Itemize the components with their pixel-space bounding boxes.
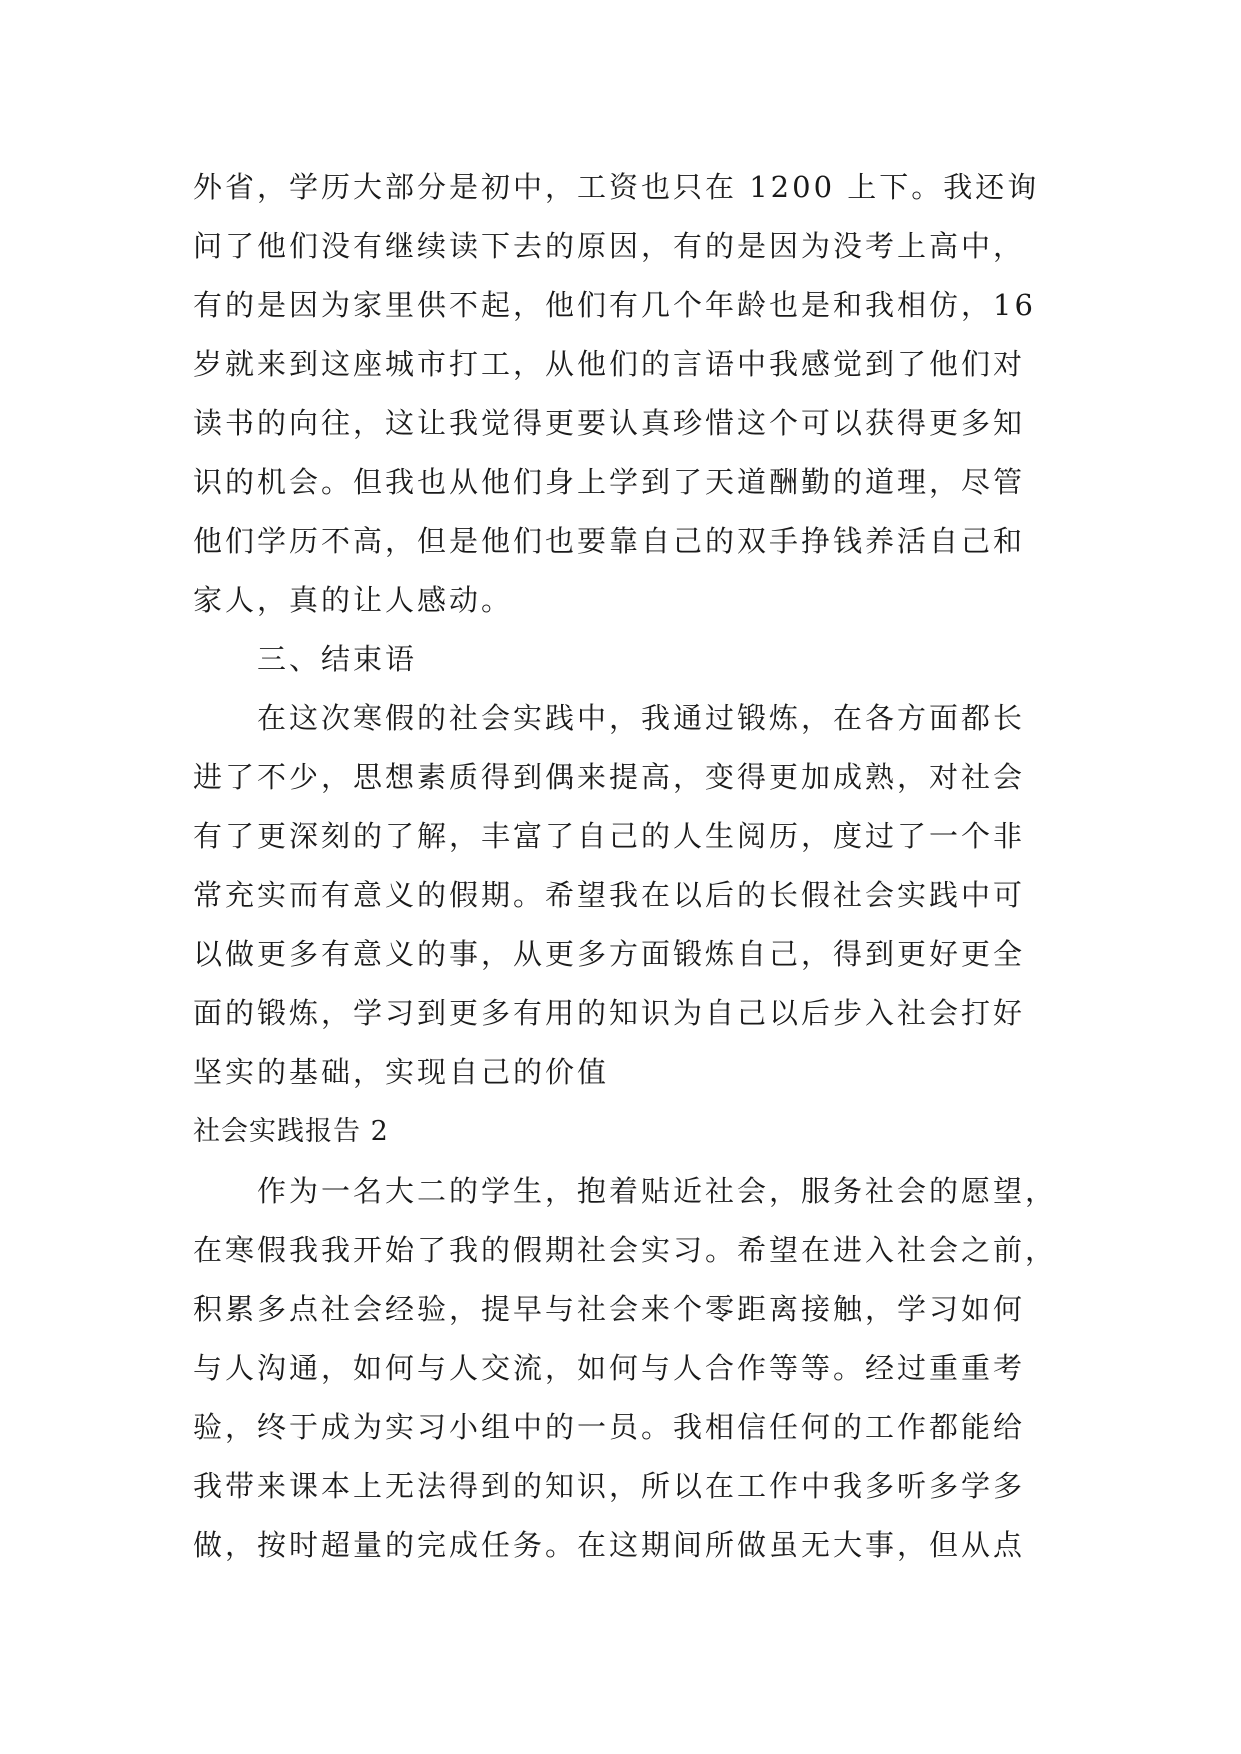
paragraph-line: 识的机会。但我也从他们身上学到了天道酬勤的道理，尽管 <box>193 465 1026 499</box>
paragraph-line: 验，终于成为实习小组中的一员。我相信任何的工作都能给 <box>193 1410 1026 1444</box>
paragraph-line: 以做更多有意义的事，从更多方面锻炼自己，得到更好更全 <box>193 937 1026 971</box>
paragraph-line: 面的锻炼，学习到更多有用的知识为自己以后步入社会打好 <box>193 996 1026 1030</box>
paragraph-line: 读书的向往，这让我觉得更要认真珍惜这个可以获得更多知 <box>193 406 1026 440</box>
paragraph-line: 积累多点社会经验，提早与社会来个零距离接触，学习如何 <box>193 1292 1026 1326</box>
paragraph-line: 进了不少，思想素质得到偶来提高，变得更加成熟，对社会 <box>193 760 1026 794</box>
paragraph-line: 与人沟通，如何与人交流，如何与人合作等等。经过重重考 <box>193 1351 1026 1385</box>
report-title: 社会实践报告 2 <box>193 1116 389 1147</box>
paragraph-line: 作为一名大二的学生，抱着贴近社会，服务社会的愿望， <box>193 1174 1058 1208</box>
paragraph-line: 问了他们没有继续读下去的原因，有的是因为没考上高中， <box>193 229 1026 263</box>
paragraph-line: 外省，学历大部分是初中，工资也只在 1200 上下。我还询 <box>193 170 1040 204</box>
paragraph-line: 在寒假我我开始了我的假期社会实习。希望在进入社会之前， <box>193 1233 1058 1267</box>
paragraph-line: 坚实的基础，实现自己的价值 <box>193 1055 610 1089</box>
paragraph-line: 岁就来到这座城市打工，从他们的言语中我感觉到了他们对 <box>193 347 1026 381</box>
paragraph-line: 常充实而有意义的假期。希望我在以后的长假社会实践中可 <box>193 878 1026 912</box>
paragraph-line: 在这次寒假的社会实践中，我通过锻炼，在各方面都长 <box>193 701 1026 735</box>
section-heading: 三、结束语 <box>193 642 418 676</box>
document-body <box>193 158 1063 1575</box>
paragraph-line: 有的是因为家里供不起，他们有几个年龄也是和我相仿，16 <box>193 288 1036 322</box>
paragraph-line: 有了更深刻的了解，丰富了自己的人生阅历，度过了一个非 <box>193 819 1026 853</box>
paragraph-line: 做，按时超量的完成任务。在这期间所做虽无大事，但从点 <box>193 1528 1026 1562</box>
paragraph-line: 我带来课本上无法得到的知识，所以在工作中我多听多学多 <box>193 1469 1026 1503</box>
paragraph-line: 家人，真的让人感动。 <box>193 583 514 617</box>
paragraph-line: 他们学历不高，但是他们也要靠自己的双手挣钱养活自己和 <box>193 524 1026 558</box>
